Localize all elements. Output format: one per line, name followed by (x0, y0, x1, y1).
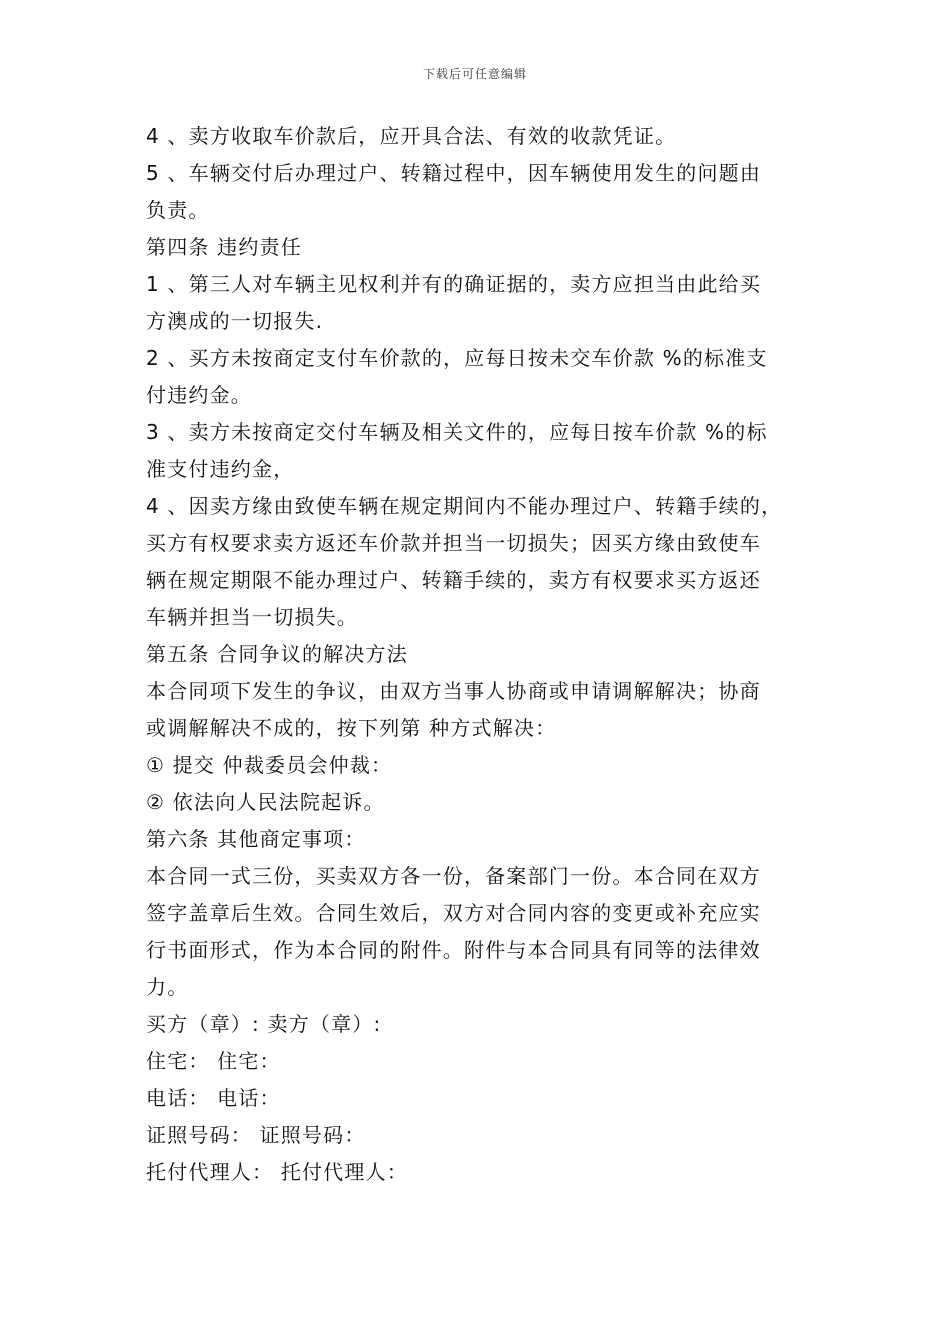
article-4-item-1-line-2: 方澳成的一切报失. (146, 309, 324, 333)
article-4-item-2-line-1: 2 、买方未按商定支付车价款的，应每日按未交车价款 %的标准支 (146, 346, 768, 370)
id-number-fields: 证照号码： 证照号码： (146, 1123, 366, 1147)
article-5-text-line-2: 或调解解决不成的，按下列第 种方式解决： (146, 716, 557, 740)
article-6-text-line-1: 本合同一式三份，买卖双方各一份，备案部门一份。本合同在双方 (146, 864, 761, 888)
article-4-item-4-line-1: 4 、因卖方缘由致使车辆在规定期间内不能办理过户、转籍手续的， (146, 494, 783, 518)
signature-parties: 买方（章）: 卖方（章）: (146, 1012, 382, 1036)
article-4-item-1-line-1: 1 、第三人对车辆主见权利并有的确证据的，卖方应担当由此给买 (146, 272, 762, 296)
article-4-item-3-line-2: 准支付违约金， (146, 457, 295, 481)
article-6-text-line-4: 力。 (146, 975, 189, 999)
article-4-item-4-line-2: 买方有权要求卖方返还车价款并担当一切损失；因买方缘由致使车 (146, 531, 761, 555)
residence-fields: 住宅： 住宅： (146, 1049, 281, 1073)
clause-5-line-2: 负责。 (146, 198, 210, 222)
article-4-item-2-line-2: 付违约金。 (146, 383, 252, 407)
clause-4-receipt: 4 、卖方收取车价款后，应开具合法、有效的收款凭证。 (146, 124, 677, 148)
agent-fields: 托付代理人： 托付代理人： (146, 1160, 408, 1184)
article-6-title: 第六条 其他商定事项： (146, 827, 366, 851)
phone-fields: 电话： 电话： (146, 1086, 281, 1110)
article-5-title: 第五条 合同争议的解决方法 (146, 642, 408, 666)
clause-5-line-1: 5 、车辆交付后办理过户、转籍过程中，因车辆使用发生的问题由 (146, 161, 762, 185)
article-5-text-line-1: 本合同项下发生的争议，由双方当事人协商或申请调解解决；协商 (146, 679, 761, 703)
article-6-text-line-2: 签字盖章后生效。合同生效后，双方对合同内容的变更或补充应实 (146, 901, 761, 925)
article-4-item-4-line-3: 辆在规定期限不能办理过户、转籍手续的，卖方有权要求买方返还 (146, 568, 761, 592)
article-4-item-3-line-1: 3 、卖方未按商定交付车辆及相关文件的，应每日按车价款 %的标 (146, 420, 768, 444)
article-6-text-line-3: 行书面形式，作为本合同的附件。附件与本合同具有同等的法律效 (146, 938, 761, 962)
article-4-item-4-line-4: 车辆并担当一切损失。 (146, 605, 358, 629)
header-note: 下载后可任意编辑 (422, 67, 527, 81)
dispute-option-1: ① 提交 仲裁委员会仲裁： (146, 753, 393, 777)
article-4-title: 第四条 违约责任 (146, 235, 302, 259)
document-body (146, 118, 816, 1191)
dispute-option-2: ② 依法向人民法院起诉。 (146, 790, 385, 814)
